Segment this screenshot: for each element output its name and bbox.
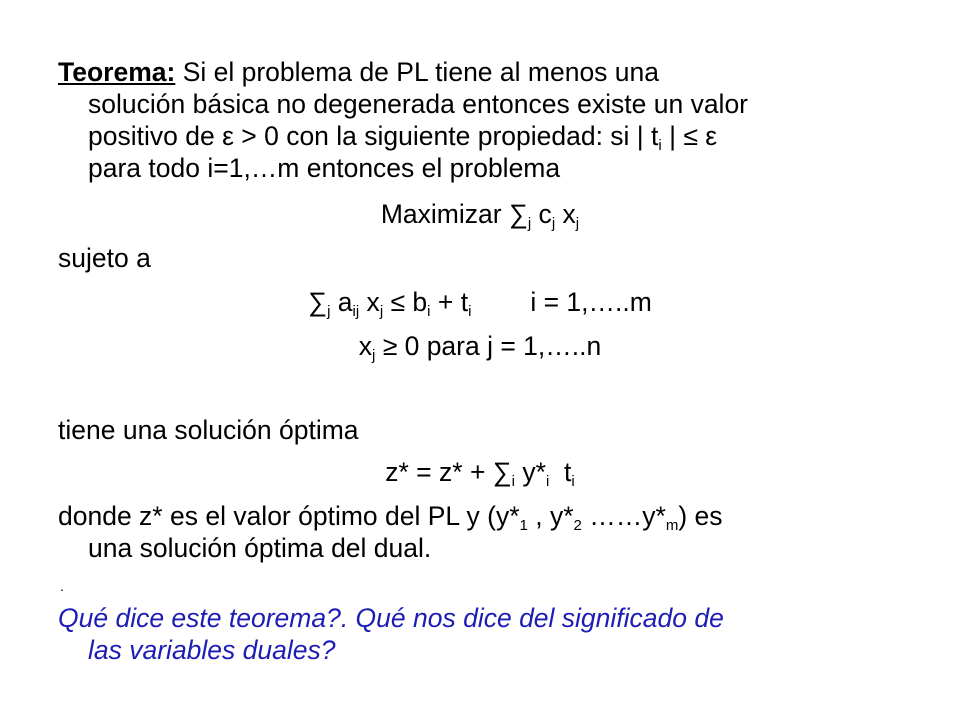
subject-to-line: sujeto a bbox=[58, 243, 151, 273]
theorem-line-2: solución básica no degenerada entonces existe un valor bbox=[88, 89, 749, 119]
objective-line: Maximizar $\sum_j$ $c_j$ $x_j$ bbox=[380, 199, 580, 232]
where-line-2: una solución óptima del dual. bbox=[88, 533, 432, 563]
theorem-line-3: positivo de ε > 0 con la siguiente propiedad: si | $t_i$ | ≤ ε bbox=[88, 121, 718, 154]
theorem-line-4: para todo i=1,…m entonces el problema bbox=[88, 153, 561, 183]
question-line-1: Qué dice este teorema?. Qué nos dice del significado de bbox=[58, 603, 724, 633]
formula-line: $z* = z* + \sum_i$ $y*_i$ $t_i$ bbox=[385, 457, 575, 490]
optimal-intro-line: tiene una solución óptima bbox=[58, 415, 359, 445]
question-line-2: las variables duales? bbox=[88, 635, 336, 665]
constraint-line: $\sum_j$ $a_{ij}$ $x_j \le b_i + t_i$ i = 1,…..m bbox=[308, 287, 652, 320]
theorem-label: Teorema: bbox=[58, 57, 176, 87]
where-line-1: donde z* es el valor óptimo del PL y ($y*_1$ , $y*_2$ $\dots\dots y*_m$) es bbox=[58, 501, 723, 534]
theorem-line-1: Teorema: Si el problema de PL tiene al menos una bbox=[58, 57, 660, 87]
bullet-dot: . bbox=[60, 578, 64, 594]
epsilon-symbol: ε bbox=[222, 121, 234, 151]
epsilon-symbol: ε bbox=[705, 121, 718, 151]
nonnegativity-line: $x_j \ge 0$ para j = 1,…..n bbox=[358, 331, 602, 364]
